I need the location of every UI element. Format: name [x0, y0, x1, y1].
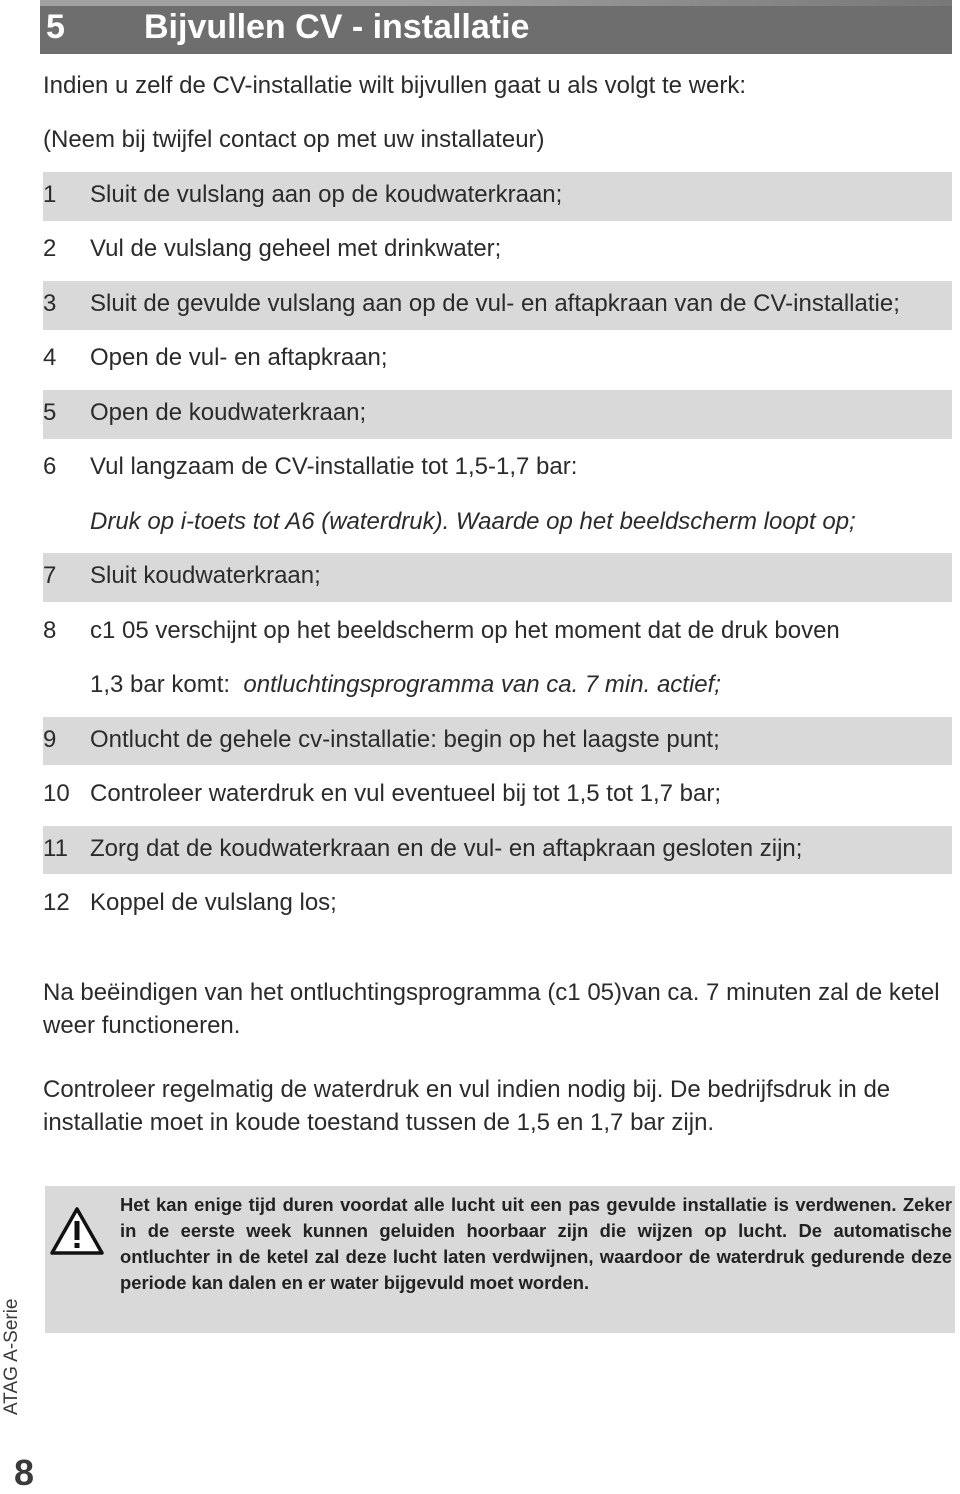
- step-text: c1 05 verschijnt op het beeldscherm op het moment dat de druk boven: [90, 616, 840, 644]
- series-label: ATAG A-Serie: [1, 1298, 22, 1415]
- intro-note: (Neem bij twijfel contact op met uw installateur): [43, 126, 545, 153]
- step-number: 4: [43, 344, 57, 372]
- step-item: [43, 771, 952, 820]
- step-item: [43, 226, 952, 275]
- section-number: 5: [46, 8, 65, 46]
- step-text: Vul de vulslang geheel met drinkwater;: [90, 235, 502, 263]
- step-number: 7: [43, 562, 57, 590]
- step-text: Zorg dat de koudwaterkraan en de vul- en aftapkraan gesloten zijn;: [90, 834, 803, 862]
- step-number: 12: [43, 889, 70, 917]
- step-subline: [43, 662, 952, 711]
- step-item: [43, 608, 952, 657]
- step-item: [43, 335, 952, 384]
- step-item: [43, 172, 952, 221]
- step-continuation: [90, 671, 721, 699]
- step-item: [43, 281, 952, 330]
- page-number: 8: [14, 1452, 35, 1493]
- step-item: [43, 826, 952, 875]
- step-text: Ontlucht de gehele cv-installatie: begin op het laagste punt;: [90, 725, 720, 753]
- step-subline: [43, 499, 952, 548]
- step-text: Open de koudwaterkraan;: [90, 398, 367, 426]
- step-text: Controleer waterdruk en vul eventueel bij tot 1,5 tot 1,7 bar;: [90, 780, 722, 808]
- step-number: 2: [43, 235, 57, 263]
- step-text: Koppel de vulslang los;: [90, 889, 337, 917]
- section-title: Bijvullen CV - installatie: [144, 8, 530, 46]
- step-number: 3: [43, 289, 57, 317]
- step-instruction-italic: Druk op i-toets tot A6 (waterdruk). Waarde op het beeldscherm loopt op;: [90, 507, 856, 535]
- step-number: 8: [43, 616, 57, 644]
- step-text: Sluit de gevulde vulslang aan op de vul- en aftapkraan van de CV-installatie;: [90, 289, 900, 317]
- step-item: [43, 390, 952, 439]
- step-continuation-text: 1,3 bar komt:: [90, 671, 231, 699]
- step-number: 11: [43, 834, 68, 862]
- step-number: 9: [43, 725, 57, 753]
- warning-triangle-icon: [50, 1206, 104, 1256]
- step-text: Sluit de vulslang aan op de koudwaterkraan;: [90, 181, 563, 208]
- step-number: 10: [43, 780, 70, 808]
- section-header: [40, 0, 952, 54]
- step-number: 6: [43, 453, 57, 481]
- step-number: 5: [43, 398, 57, 426]
- step-list: [43, 172, 952, 935]
- warning-text: Het kan enige tijd duren voordat alle lucht uit een pas gevulde installatie is verdwenen. Zeker in de eerste week kunnen geluiden hoorbaar zijn die wijzen op lucht. De automatische ontluchter in de ketel zal deze lucht laten verdwijnen, waardoor de waterdruk gedurende deze periode kan dalen en er water bijgevuld moet worden.: [120, 1194, 952, 1293]
- step-text: Vul langzaam de CV-installatie tot 1,5-1,7 bar:: [90, 453, 578, 481]
- step-item: [43, 717, 952, 766]
- step-item: [43, 880, 952, 929]
- step-text: Sluit koudwaterkraan;: [90, 562, 321, 590]
- step-item: [43, 444, 952, 493]
- step-number: 1: [43, 181, 57, 208]
- intro-line: Indien u zelf de CV-installatie wilt bijvullen gaat u als volgt te werk:: [43, 72, 747, 99]
- step-continuation-italic: ontluchtingsprogramma van ca. 7 min. actief;: [243, 671, 721, 699]
- step-text: Open de vul- en aftapkraan;: [90, 344, 388, 372]
- step-item: [43, 553, 952, 602]
- completion-paragraph: Na beëindigen van het ontluchtingsprogramma (c1 05)van ca. 7 minuten zal de ketel weer functioneren.: [43, 979, 940, 1039]
- pressure-paragraph: Controleer regelmatig de waterdruk en vul indien nodig bij. De bedrijfsdruk in de installatie moet in koude toestand tussen de 1,5 en 1,7 bar zijn.: [43, 1076, 891, 1136]
